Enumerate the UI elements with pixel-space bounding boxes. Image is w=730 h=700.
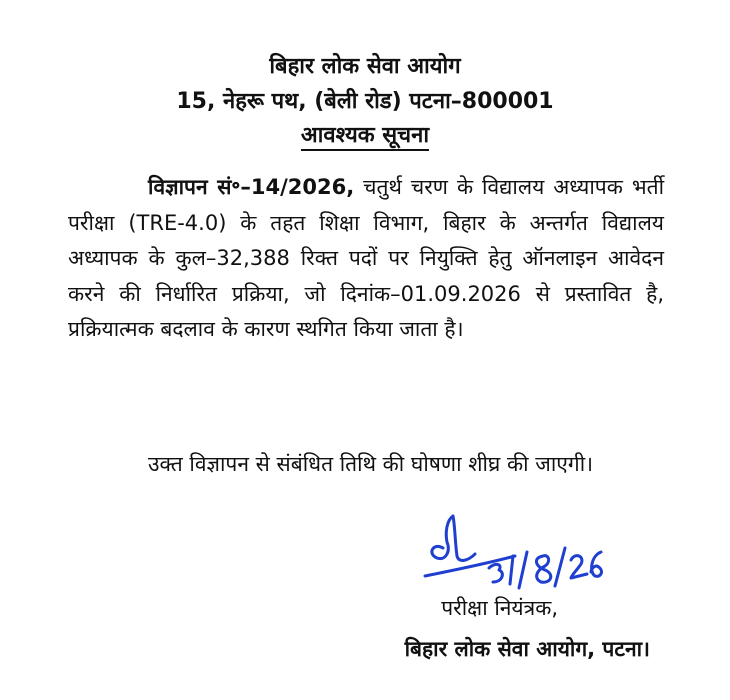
notice-paragraph-2: उक्त विज्ञापन से संबंधित तिथि की घोषणा शीघ्र की जाएगी। [148,452,594,476]
signatory-designation: परीक्षा नियंत्रक, [441,596,558,620]
notice-paragraph-1-text: चतुर्थ चरण के विद्यालय अध्यापक भर्ती परीक्षा (TRE-4.0) के तहत शिक्षा विभाग, बिहार के अन्तर्गत विद्यालय अध्यापक के कुल–32,388 रिक्त पदों पर नियुक्ति हेतु ऑनलाइन आवेदन करने की निर्धारित प्रक्रिया, जो दिनांक–01.09.2026 से प्रस्तावित है, प्रक्रियात्मक बदलाव के कारण स्थगित किया जाता है। [68,175,665,341]
organization-name: बिहार लोक सेवा आयोग [269,54,461,79]
notice-paragraph-1 [68,170,664,348]
signatory-office: बिहार लोक सेवा आयोग, पटना। [404,637,650,661]
notice-title-text: आवश्यक सूचना [301,123,429,151]
advertisement-number: विज्ञापन सं॰–14/2026, [148,175,355,199]
organization-address: 15, नेहरू पथ, (बेली रोड) पटना–800001 [176,89,554,114]
notice-title [0,123,730,149]
handwritten-signature [415,512,605,592]
